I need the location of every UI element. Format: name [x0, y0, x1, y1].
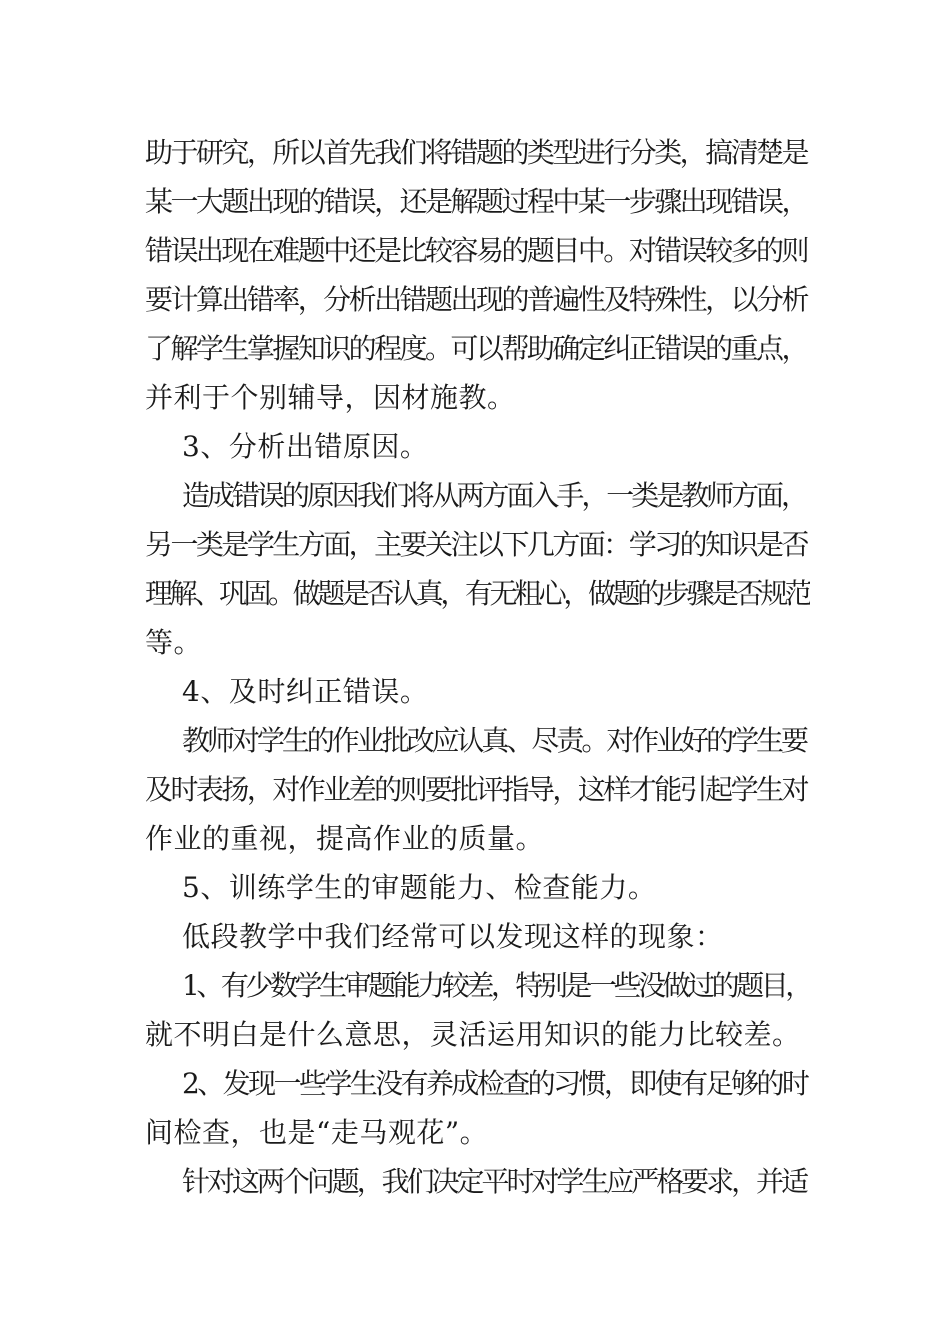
- text-line: 就不明白是什么意思，灵活运用知识的能力比较差。: [145, 1018, 801, 1051]
- text-line: 错误出现在难题中还是比较容易的题目中。对错误较多的则: [145, 234, 807, 267]
- list-item: 1、有少数学生审题能力较差，特别是一些没做过的题目，: [182, 969, 810, 1002]
- text-line: 某一大题出现的错误，还是解题过程中某一步骤出现错误，: [145, 185, 807, 218]
- text-line: 助于研究，所以首先我们将错题的类型进行分类，搞清楚是: [145, 136, 807, 169]
- text-line: 了解学生掌握知识的程度。可以帮助确定纠正错误的重点，: [145, 332, 807, 365]
- text-line: 造成错误的原因我们将从两方面入手，一类是教师方面，: [182, 479, 806, 512]
- text-line: 作业的重视，提高作业的质量。: [145, 822, 545, 855]
- text-line: 要计算出错率，分析出错题出现的普遍性及特殊性，以分析: [145, 283, 807, 316]
- section-heading: 4、及时纠正错误。: [182, 675, 429, 708]
- text-line: 另一类是学生方面，主要关注以下几方面：学习的知识是否: [145, 528, 807, 561]
- text-line: 并利于个别辅导，因材施教。: [145, 381, 516, 414]
- list-item: 2、发现一些学生没有养成检查的习惯，即使有足够的时: [182, 1067, 808, 1100]
- text-line: 间检查，也是“走马观花”。: [145, 1116, 489, 1149]
- document-body: [145, 128, 810, 1206]
- text-line: 低段教学中我们经常可以发现这样的现象：: [182, 920, 724, 953]
- section-heading: 3、分析出错原因。: [182, 430, 429, 463]
- text-line: 教师对学生的作业批改应认真、尽责。对作业好的学生要: [182, 724, 806, 757]
- text-line: 针对这两个问题，我们决定平时对学生应严格要求，并适: [182, 1165, 806, 1198]
- text-line: 及时表扬，对作业差的则要批评指导，这样才能引起学生对: [145, 773, 807, 806]
- text-line: 等。: [145, 626, 203, 659]
- section-heading: 5、训练学生的审题能力、检查能力。: [182, 871, 657, 904]
- text-line: 理解、巩固。做题是否认真，有无粗心，做题的步骤是否规范: [145, 577, 810, 610]
